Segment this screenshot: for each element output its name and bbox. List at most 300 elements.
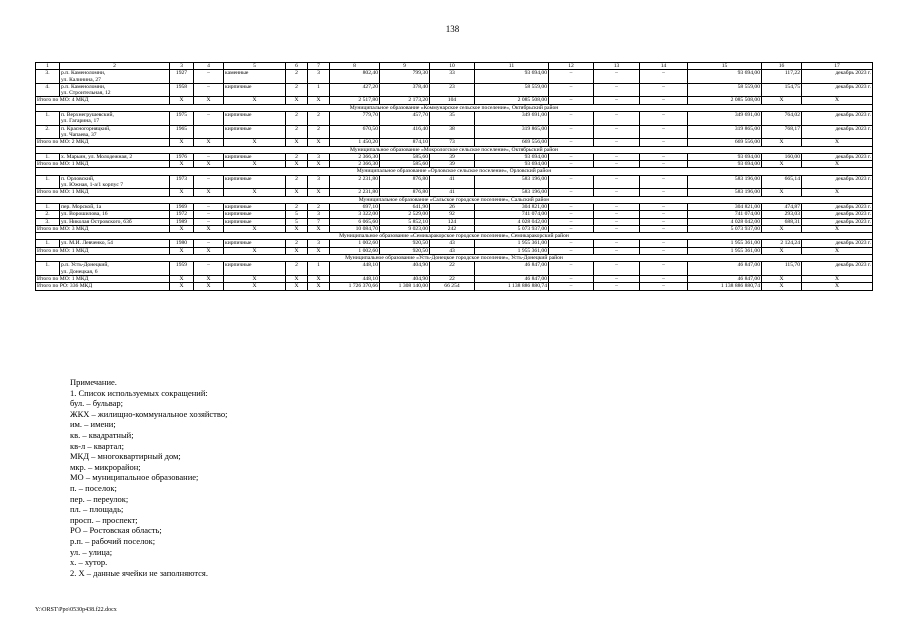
table-cell: Х bbox=[170, 139, 194, 146]
total-row bbox=[36, 189, 873, 196]
table-cell: – bbox=[594, 139, 640, 146]
table-cell: 349 691,00 bbox=[688, 112, 762, 126]
address-cell: п. Красногорняцкий, ул. Чапаева, 37 bbox=[60, 125, 170, 139]
note-line: ул. – улица; bbox=[70, 546, 113, 557]
table-cell: 2 bbox=[286, 203, 308, 210]
column-number: 8 bbox=[330, 63, 380, 70]
table-cell: Х bbox=[224, 275, 286, 282]
table-cell: 35 bbox=[430, 112, 475, 126]
table-cell: 779,70 bbox=[330, 112, 380, 126]
table-cell: кирпичные bbox=[224, 112, 286, 126]
table-cell: Х bbox=[308, 247, 330, 254]
table-cell: 3 bbox=[308, 175, 330, 189]
table-cell: 427,20 bbox=[330, 83, 380, 97]
table-cell: Х bbox=[224, 97, 286, 104]
column-number: 16 bbox=[762, 63, 802, 70]
table-cell: – bbox=[194, 153, 224, 160]
table-cell: 1 002,60 bbox=[330, 247, 380, 254]
table-cell: Х bbox=[224, 283, 286, 290]
table-cell: – bbox=[640, 275, 688, 282]
table-cell: 2 bbox=[286, 83, 308, 97]
table-cell: 2 366,30 bbox=[330, 161, 380, 168]
table-cell: – bbox=[194, 112, 224, 126]
table-cell: – bbox=[640, 218, 688, 225]
table-cell: 404,90 bbox=[380, 262, 430, 276]
table-cell: 474,87 bbox=[762, 203, 802, 210]
table-row bbox=[36, 218, 873, 225]
table-cell: 46 847,00 bbox=[688, 262, 762, 276]
table-cell: Х bbox=[308, 139, 330, 146]
table-cell: Х bbox=[762, 275, 802, 282]
table-cell: 876,80 bbox=[380, 175, 430, 189]
table-cell: 1965 bbox=[170, 125, 194, 139]
table-cell: 1989 bbox=[170, 218, 194, 225]
table-cell: 2 bbox=[286, 240, 308, 247]
table-cell: – bbox=[194, 175, 224, 189]
table-cell: 73 bbox=[430, 139, 475, 146]
table-cell: кирпичные bbox=[224, 211, 286, 218]
table-cell: 670,50 bbox=[330, 125, 380, 139]
table-cell: кирпичные bbox=[224, 125, 286, 139]
table-row bbox=[36, 153, 873, 160]
table-cell: 41 bbox=[430, 189, 475, 196]
table-cell: 160,00 bbox=[762, 153, 802, 160]
table-cell: Х bbox=[170, 275, 194, 282]
table-cell: – bbox=[549, 247, 594, 254]
table-cell: декабрь 2023 г. bbox=[802, 218, 873, 225]
table-cell: Х bbox=[170, 161, 194, 168]
address-cell: р.п. Каменоломни, ул. Строительная, 12 bbox=[60, 83, 170, 97]
table-cell: 117,22 bbox=[762, 70, 802, 84]
table-cell: 58 559,00 bbox=[688, 83, 762, 97]
file-path: Y:\ORST\Ppo\0530p438.f22.docx bbox=[35, 607, 117, 613]
table-cell: 9 023,00 bbox=[380, 225, 430, 232]
table-cell: Х bbox=[802, 139, 873, 146]
table-cell: 2 bbox=[286, 153, 308, 160]
table-cell: декабрь 2023 г. bbox=[802, 153, 873, 160]
table-cell: кирпичные bbox=[224, 240, 286, 247]
table-cell: – bbox=[194, 211, 224, 218]
table-cell: 58 559,00 bbox=[475, 83, 549, 97]
table-cell: Х bbox=[308, 275, 330, 282]
table-cell: 583 196,00 bbox=[475, 189, 549, 196]
table-cell: – bbox=[549, 203, 594, 210]
table-cell: 1975 bbox=[170, 112, 194, 126]
table-cell: декабрь 2023 г. bbox=[802, 125, 873, 139]
table-cell: 457,70 bbox=[380, 112, 430, 126]
table-cell: Х bbox=[170, 225, 194, 232]
table-cell: 2 529,00 bbox=[380, 211, 430, 218]
table-cell: 39 bbox=[430, 153, 475, 160]
table-cell: 416,40 bbox=[380, 125, 430, 139]
address-cell: х. Марьин, ул. Молодежная, 2 bbox=[60, 153, 170, 160]
table-cell: – bbox=[594, 240, 640, 247]
table-cell: декабрь 2023 г. bbox=[802, 240, 873, 247]
section-title: Муниципальное образование «Усть-Донецкое городское поселение», Усть-Донецкий район bbox=[36, 255, 873, 262]
table-cell: Х bbox=[224, 161, 286, 168]
table-cell: – bbox=[594, 189, 640, 196]
table-cell: декабрь 2023 г. bbox=[802, 211, 873, 218]
table-cell: – bbox=[640, 211, 688, 218]
table-row bbox=[36, 211, 873, 218]
table-cell: 349 691,00 bbox=[475, 112, 549, 126]
address-cell: п. Верхнегрушевский, ул. Гагарина, 17 bbox=[60, 112, 170, 126]
table-cell: 2 bbox=[286, 70, 308, 84]
table-cell: Х bbox=[194, 97, 224, 104]
table-cell: 585,60 bbox=[380, 153, 430, 160]
table-cell: 920,50 bbox=[380, 240, 430, 247]
table-cell: 2 231,80 bbox=[330, 189, 380, 196]
table-cell: Х bbox=[170, 97, 194, 104]
table-cell: 1 138 886 880,74 bbox=[475, 283, 549, 290]
table-cell: – bbox=[640, 225, 688, 232]
table-cell: кирпичные bbox=[224, 153, 286, 160]
table-cell: 1958 bbox=[170, 83, 194, 97]
total-label: Итого по МО: 1 МКД bbox=[36, 189, 170, 196]
total-label: Итого по МО: 1 МКД bbox=[36, 247, 170, 254]
table-cell: Х bbox=[170, 247, 194, 254]
table-cell: 799,30 bbox=[380, 70, 430, 84]
table-cell bbox=[194, 125, 224, 139]
table-cell: 1969 bbox=[170, 203, 194, 210]
total-label: Итого по РО: 336 МКД bbox=[36, 283, 170, 290]
table-cell: – bbox=[549, 139, 594, 146]
table-cell: декабрь 2023 г. bbox=[802, 262, 873, 276]
table-cell: 669 556,00 bbox=[688, 139, 762, 146]
note-line: 1. Список используемых сокращений: bbox=[70, 387, 208, 398]
table-cell: – bbox=[640, 189, 688, 196]
total-row bbox=[36, 225, 873, 232]
section-row bbox=[36, 146, 873, 153]
table-cell: – bbox=[549, 262, 594, 276]
total-row bbox=[36, 275, 873, 282]
table-cell: Х bbox=[286, 97, 308, 104]
table-cell: 2 bbox=[286, 175, 308, 189]
table-cell: Х bbox=[170, 189, 194, 196]
table-cell: 41 bbox=[430, 175, 475, 189]
table-cell: – bbox=[594, 153, 640, 160]
table-cell: 124 bbox=[430, 218, 475, 225]
table-cell: 46 847,00 bbox=[688, 275, 762, 282]
table-cell: – bbox=[549, 70, 594, 84]
table-row bbox=[36, 262, 873, 276]
column-number: 1 bbox=[36, 63, 60, 70]
table-cell: 1 726 370,66 bbox=[330, 283, 380, 290]
table-cell: – bbox=[594, 83, 640, 97]
table-cell: – bbox=[194, 240, 224, 247]
table-cell: 1. bbox=[36, 240, 60, 247]
table-cell: кирпичные bbox=[224, 203, 286, 210]
table-cell: – bbox=[594, 125, 640, 139]
table-cell: – bbox=[549, 175, 594, 189]
table-cell: 242 bbox=[430, 225, 475, 232]
table-cell: 3 bbox=[308, 153, 330, 160]
section-title: Муниципальное образование «Семикаракорское городское поселение», Семикаракорский район bbox=[36, 233, 873, 240]
table-cell: Х bbox=[194, 139, 224, 146]
table-cell: 22 bbox=[430, 262, 475, 276]
table-cell: 874,10 bbox=[380, 139, 430, 146]
total-row bbox=[36, 247, 873, 254]
note-line: МКД – многоквартирный дом; bbox=[70, 451, 181, 462]
table-cell: 2 bbox=[286, 125, 308, 139]
address-cell: ул. Николая Островского, 63б bbox=[60, 218, 170, 225]
table-cell: кирпичные bbox=[224, 83, 286, 97]
table-cell: 10 084,70 bbox=[330, 225, 380, 232]
table-cell: Х bbox=[802, 247, 873, 254]
table-cell: – bbox=[594, 262, 640, 276]
notes-heading: Примечание. bbox=[70, 377, 117, 387]
table-cell: – bbox=[594, 203, 640, 210]
table-cell: – bbox=[594, 97, 640, 104]
note-line: просп. – проспект; bbox=[70, 514, 138, 525]
table-cell: 93 694,00 bbox=[688, 161, 762, 168]
table-cell: 1 450,20 bbox=[330, 139, 380, 146]
table-row bbox=[36, 240, 873, 247]
table-cell: – bbox=[640, 161, 688, 168]
table-cell: 697,10 bbox=[330, 203, 380, 210]
table-cell: Х bbox=[286, 161, 308, 168]
table-cell: 304 821,00 bbox=[688, 203, 762, 210]
table-cell: 93 694,00 bbox=[475, 153, 549, 160]
table-cell: – bbox=[640, 139, 688, 146]
table-cell: 304 821,00 bbox=[475, 203, 549, 210]
table-cell: 764,02 bbox=[762, 112, 802, 126]
column-number: 7 bbox=[308, 63, 330, 70]
table-cell: Х bbox=[194, 161, 224, 168]
table-cell: декабрь 2023 г. bbox=[802, 203, 873, 210]
table-cell: 1927 bbox=[170, 70, 194, 84]
note-line: кв. – квадратный; bbox=[70, 429, 134, 440]
table-cell: каменные bbox=[224, 70, 286, 84]
table-cell: 2. bbox=[36, 125, 60, 139]
total-label: Итого по МО: 4 МКД bbox=[36, 97, 170, 104]
table-cell: – bbox=[594, 275, 640, 282]
table-cell: 1 bbox=[308, 83, 330, 97]
table-cell: 741 074,00 bbox=[688, 211, 762, 218]
table-cell: 404,90 bbox=[380, 275, 430, 282]
column-number: 13 bbox=[594, 63, 640, 70]
table-cell: 5 bbox=[286, 218, 308, 225]
table-cell: 4. bbox=[36, 83, 60, 97]
table-cell: 5 bbox=[286, 211, 308, 218]
address-cell: пер. Морской, 1а bbox=[60, 203, 170, 210]
table-cell: 448,10 bbox=[330, 275, 380, 282]
table-cell: – bbox=[640, 112, 688, 126]
table-cell: 92 bbox=[430, 211, 475, 218]
table-cell: 2 bbox=[308, 112, 330, 126]
table-cell: – bbox=[594, 247, 640, 254]
table-cell: – bbox=[549, 218, 594, 225]
column-number: 9 bbox=[380, 63, 430, 70]
table-cell: – bbox=[640, 97, 688, 104]
table-cell: 2 085 508,00 bbox=[688, 97, 762, 104]
total-row bbox=[36, 283, 873, 290]
table-cell: 2. bbox=[36, 211, 60, 218]
table-cell: Х bbox=[762, 139, 802, 146]
table-cell: 1 955 361,00 bbox=[475, 247, 549, 254]
note-line: п. – поселок; bbox=[70, 482, 117, 493]
table-cell: – bbox=[594, 225, 640, 232]
table-cell: 33 bbox=[430, 70, 475, 84]
table-cell: 4 028 042,00 bbox=[688, 218, 762, 225]
table-cell: кирпичные bbox=[224, 262, 286, 276]
table-cell: 38 bbox=[430, 125, 475, 139]
table-row bbox=[36, 125, 873, 139]
table-cell: 293,03 bbox=[762, 211, 802, 218]
table-cell: – bbox=[549, 225, 594, 232]
table-cell: 1. bbox=[36, 112, 60, 126]
table-cell: Х bbox=[286, 275, 308, 282]
table-cell: 93 694,00 bbox=[475, 161, 549, 168]
table-cell: 2 517,80 bbox=[330, 97, 380, 104]
note-line: х. – хутор. bbox=[70, 557, 108, 568]
note-line: МО – муниципальное образование; bbox=[70, 472, 199, 483]
section-row bbox=[36, 255, 873, 262]
table-cell: 3 bbox=[308, 70, 330, 84]
table-cell: – bbox=[640, 262, 688, 276]
table-cell: 2 231,80 bbox=[330, 175, 380, 189]
column-number: 4 bbox=[194, 63, 224, 70]
table-cell: Х bbox=[194, 275, 224, 282]
table-cell: 1976 bbox=[170, 153, 194, 160]
table-cell: – bbox=[640, 153, 688, 160]
table-cell: – bbox=[640, 83, 688, 97]
table-cell: – bbox=[594, 70, 640, 84]
table-cell: 1 955 361,00 bbox=[475, 240, 549, 247]
table-cell: 93 694,00 bbox=[475, 70, 549, 84]
table-row bbox=[36, 175, 873, 189]
table-cell: 319 865,00 bbox=[475, 125, 549, 139]
table-cell: 1980 bbox=[170, 240, 194, 247]
total-row bbox=[36, 161, 873, 168]
table-cell: Х bbox=[802, 189, 873, 196]
table-cell: 1 308 140,00 bbox=[380, 283, 430, 290]
section-row bbox=[36, 168, 873, 175]
note-line: 2. Х – данные ячейки не заполняются. bbox=[70, 567, 208, 578]
table-cell: Х bbox=[308, 225, 330, 232]
housing-table bbox=[35, 62, 873, 291]
table-cell: Х bbox=[194, 247, 224, 254]
table-cell: – bbox=[594, 175, 640, 189]
table-cell: Х bbox=[802, 283, 873, 290]
table-cell: Х bbox=[308, 161, 330, 168]
page-number: 138 bbox=[445, 24, 460, 34]
column-number: 3 bbox=[170, 63, 194, 70]
table-cell: – bbox=[640, 175, 688, 189]
table-cell: 2 bbox=[308, 125, 330, 139]
table-cell: 1973 bbox=[170, 175, 194, 189]
column-number: 6 bbox=[286, 63, 308, 70]
table-cell: 2 366,30 bbox=[330, 153, 380, 160]
table-cell: 3. bbox=[36, 70, 60, 84]
table-cell: – bbox=[594, 161, 640, 168]
address-cell: ул. Ворошилова, 16 bbox=[60, 211, 170, 218]
note-line: р.п. – рабочий поселок; bbox=[70, 535, 156, 546]
table-cell: 1. bbox=[36, 203, 60, 210]
table-cell: 583 196,00 bbox=[688, 189, 762, 196]
table-cell: 768,17 bbox=[762, 125, 802, 139]
table-cell: Х bbox=[762, 97, 802, 104]
section-row bbox=[36, 104, 873, 111]
table-cell: 93 694,00 bbox=[688, 153, 762, 160]
table-cell: 1. bbox=[36, 262, 60, 276]
table-cell: – bbox=[194, 70, 224, 84]
table-cell: декабрь 2023 г. bbox=[802, 70, 873, 84]
table-cell: Х bbox=[224, 247, 286, 254]
table-cell: 46 847,00 bbox=[475, 275, 549, 282]
table-cell: 115,70 bbox=[762, 262, 802, 276]
table-cell: 641,90 bbox=[380, 203, 430, 210]
table-cell: Х bbox=[286, 189, 308, 196]
table-cell: – bbox=[549, 283, 594, 290]
table-cell: 669 556,00 bbox=[475, 139, 549, 146]
table-cell: 23 bbox=[430, 83, 475, 97]
table-cell: 2 085 508,00 bbox=[475, 97, 549, 104]
table-cell: 3 322,00 bbox=[330, 211, 380, 218]
table-cell: 1. bbox=[36, 153, 60, 160]
table-cell: 1. bbox=[36, 175, 60, 189]
table-cell: декабрь 2023 г. bbox=[802, 112, 873, 126]
table-cell: 1 955 361,00 bbox=[688, 240, 762, 247]
table-cell: – bbox=[549, 161, 594, 168]
table-cell: Х bbox=[802, 97, 873, 104]
section-row bbox=[36, 233, 873, 240]
note-line: кв-л – квартал; bbox=[70, 440, 124, 451]
table-cell: Х bbox=[308, 189, 330, 196]
table-cell: 319 865,00 bbox=[688, 125, 762, 139]
table-cell: 448,10 bbox=[330, 262, 380, 276]
column-number: 17 bbox=[802, 63, 873, 70]
note-line: мкр. – микрорайон; bbox=[70, 461, 141, 472]
table-cell: 583 196,00 bbox=[475, 175, 549, 189]
table-cell: 5 852,10 bbox=[380, 218, 430, 225]
table-cell: 1972 bbox=[170, 211, 194, 218]
table-cell: – bbox=[640, 70, 688, 84]
note-line: пер. – переулок; bbox=[70, 493, 129, 504]
table-cell: 585,60 bbox=[380, 161, 430, 168]
table-cell: 43 bbox=[430, 247, 475, 254]
table-cell: – bbox=[640, 125, 688, 139]
table-cell: Х bbox=[224, 189, 286, 196]
table-cell: Х bbox=[286, 225, 308, 232]
total-row bbox=[36, 97, 873, 104]
table-cell: 26 bbox=[430, 203, 475, 210]
table-cell: 5 073 937,00 bbox=[475, 225, 549, 232]
table-cell: – bbox=[640, 240, 688, 247]
table-cell: – bbox=[640, 247, 688, 254]
table-cell: 4 028 042,00 bbox=[475, 218, 549, 225]
table-cell: – bbox=[594, 218, 640, 225]
table-cell: 22 bbox=[430, 275, 475, 282]
table-cell: – bbox=[640, 203, 688, 210]
table-cell: 2 bbox=[286, 112, 308, 126]
table-cell: 2 bbox=[308, 203, 330, 210]
table-cell: Х bbox=[308, 97, 330, 104]
table-row bbox=[36, 112, 873, 126]
table-cell: Х bbox=[194, 283, 224, 290]
table-cell: 378,40 bbox=[380, 83, 430, 97]
table-cell: Х bbox=[194, 225, 224, 232]
table-cell: 43 bbox=[430, 240, 475, 247]
table-cell: 7 bbox=[308, 218, 330, 225]
column-number: 12 bbox=[549, 63, 594, 70]
table-cell: 3 bbox=[308, 240, 330, 247]
section-row bbox=[36, 196, 873, 203]
table-cell: 1959 bbox=[170, 262, 194, 276]
table-cell: 6 065,60 bbox=[330, 218, 380, 225]
table-cell: 802,40 bbox=[330, 70, 380, 84]
table-cell: – bbox=[640, 283, 688, 290]
